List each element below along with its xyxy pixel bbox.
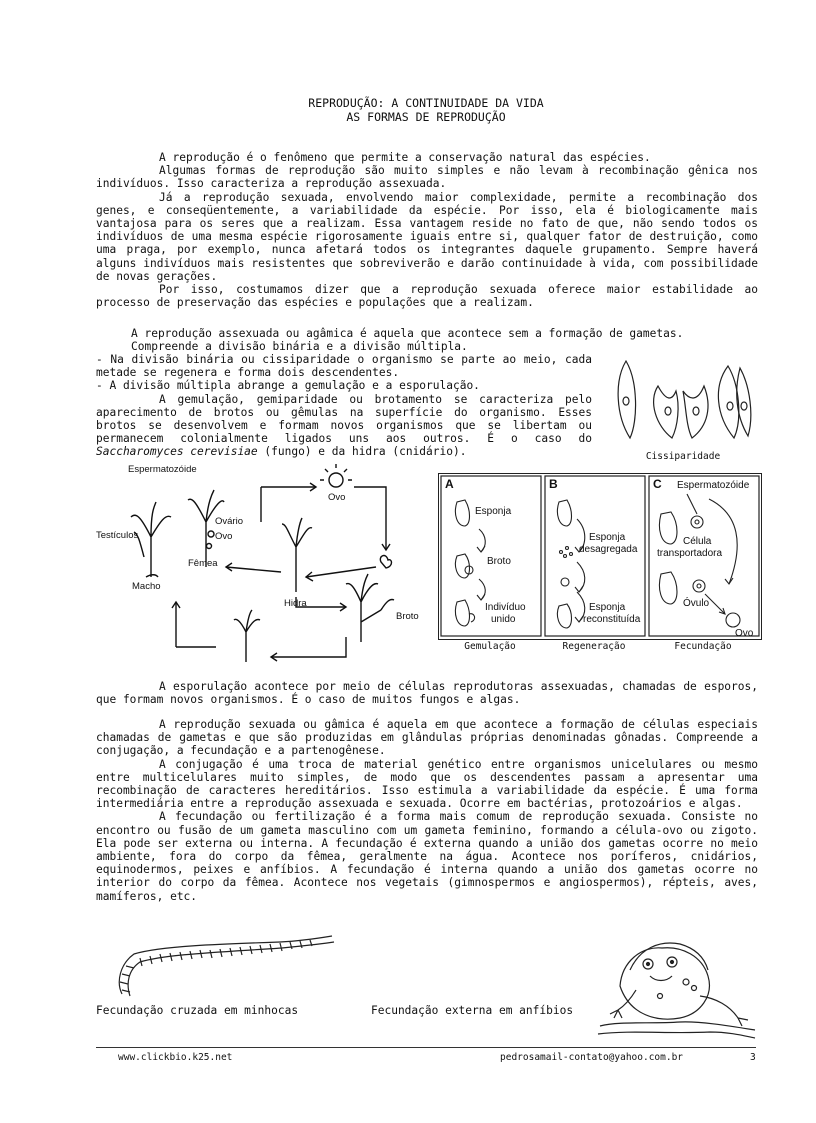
label-ovulo: Óvulo [683, 598, 710, 609]
label-esponja-a: Esponja [475, 506, 512, 517]
frog-illustration [590, 926, 760, 1041]
footer-divider [96, 1047, 756, 1048]
label-espermatozoide: Espermatozóide [128, 464, 197, 475]
esporulacao-section [96, 680, 758, 706]
sexual-paragraph-3: A fecundação ou fertilização é a forma mais comum de reprodução sexuada. Consiste no encontro ou fusão de um gameta masculino com um gameta feminino, formando a célula-ovo ou zigoto. Ela pode ser externa ou interna. A fecundação é externa quando a união dos gametas ocorre no meio ambiente, fora do corpo da fêmea, geralmente na água. Acontece nos poríferos, cnidários, equinodermos, peixes e anfíbios. A fecundação é interna quando a união dos gametas ocorre no interior do corpo da fêmea. Acontece nos vegetais (gimnospermos e angiospermos), répteis, aves, mamíferos, etc. [96, 810, 758, 903]
label-ovario: Ovário [215, 516, 243, 527]
esporulacao-paragraph: A esporulação acontece por meio de células reprodutoras assexuadas, chamadas de esporos, que formam novos organismos. É o caso de muitos fungos e algas. [96, 680, 758, 707]
asexual-paragraph-2: Compreende a divisão binária e a divisão múltipla. [131, 340, 468, 354]
label-hidra: Hidra [284, 598, 307, 609]
label-femea: Fêmea [188, 558, 218, 569]
cissiparidade-illustration [608, 346, 758, 446]
hydra-cycle-diagram [96, 462, 426, 672]
caption-anfibios: Fecundação externa em anfíbios [371, 1004, 574, 1017]
cissiparidade-caption: Cissiparidade [645, 451, 721, 462]
label-reconstituida: reconstituída [583, 614, 641, 625]
intro-section [96, 151, 758, 309]
label-individuo: Indivíduo [485, 602, 526, 613]
caption-minhocas: Fecundação cruzada em minhocas [96, 1004, 299, 1017]
footer-site: www.clickbio.k25.net [118, 1052, 233, 1063]
asexual-column [96, 353, 592, 459]
panel-c-letter: C [653, 477, 662, 491]
intro-paragraph-1: A reprodução é o fenômeno que permite a conservação natural das espécies. [159, 151, 651, 164]
label-broto-a: Broto [487, 556, 511, 567]
caption-regeneracao: Regeneração [562, 641, 626, 652]
panels-drawing [439, 474, 761, 639]
gemulation-text-start: A gemulação, gemiparidade ou brotamento se caracteriza pelo aparecimento de brotos ou gêmulas na superfície do organismo. Esses brotos se desenvolvem e formam novos organismos que se libertam ou permanecem colonialmente ligados uns aos outros. É o caso do [96, 392, 592, 446]
asexual-paragraph-1: A reprodução assexuada ou agâmica é aquela que acontece sem a formação de gametas. [131, 327, 684, 340]
caption-fecundacao: Fecundação [674, 641, 732, 652]
intro-paragraph-2: Algumas formas de reprodução são muito simples e não levam à recombinação gênica nos indivíduos. Isso caracteriza a reprodução assexuada. [96, 164, 758, 191]
label-celula: Célula [683, 536, 712, 547]
species-name: Saccharomyces cerevisiae [96, 445, 258, 459]
label-desagregada: desagregada [579, 544, 638, 555]
title-line-2: AS FORMAS DE REPRODUÇÃO [346, 109, 506, 124]
sexual-section [96, 718, 758, 903]
intro-paragraph-4: Por isso, costumamos dizer que a reprodução sexuada oferece maior estabilidade ao processo de preservação das espécies e populações que a realizam. [96, 283, 758, 310]
page-number: 3 [750, 1052, 756, 1063]
label-esponja-b: Esponja [589, 532, 626, 543]
footer-email: pedrosamail-contato@yahoo.com.br [500, 1052, 684, 1063]
title-line-1: REPRODUÇÃO: A CONTINUIDADE DA VIDA [308, 96, 544, 110]
label-unido: unido [491, 614, 516, 625]
label-ovo-top: Ovo [328, 492, 346, 503]
multiple-division-text: - A divisão múltipla abrange a gemulação e a esporulação. [96, 379, 480, 393]
sexual-paragraph-1: A reprodução sexuada ou gâmica é aquela em que acontece a formação de células especiais chamadas de gametas e que são produzidas em glândulas próprias denominadas gônadas. Compreende a conjugação, a fecundação e a partenogênese. [96, 718, 758, 758]
label-esponja-b2: Esponja [589, 602, 626, 613]
reproduction-panels [438, 473, 762, 640]
panel-a-letter: A [445, 477, 454, 491]
label-transportadora: transportadora [657, 548, 723, 559]
caption-gemulacao: Gemulação [464, 641, 516, 652]
sexual-paragraph-2: A conjugação é uma troca de material genético entre organismos unicelulares ou mesmo entre multicelulares muito simples, de modo que os descendentes passam a apresentar uma recombinação de caracteres hereditários. Isso estimula a variabilidade da espécie. É uma forma intermediária entre a reprodução assexuada e sexuada. Ocorre em bactérias, protozoários e algas. [96, 757, 758, 811]
label-macho: Macho [132, 581, 161, 592]
binary-division-text: - Na divisão binária ou cissiparidade o organismo se parte ao meio, cada metade se regenera e forma dois descendentes. [96, 353, 592, 380]
label-ovo-c: Ovo [735, 628, 754, 639]
label-espermatozoide-c: Espermatozóide [677, 480, 750, 491]
gemulation-text [96, 393, 592, 459]
label-ovo-female: Ovo [215, 531, 233, 542]
earthworm-illustration [100, 932, 340, 1002]
label-testiculos: Testículos [96, 530, 139, 541]
gemulation-text-end: (fungo) e da hidra (cnidário). [257, 445, 467, 459]
label-broto: Broto [396, 611, 419, 622]
panel-b-letter: B [549, 477, 558, 491]
page-title [96, 97, 756, 124]
intro-paragraph-3: Já a reprodução sexuada, envolvendo maior complexidade, permite a recombinação dos genes, e conseqüentemente, a variabilidade da espécie. Por isso, ela é biologicamente mais vantajosa para os seres que a realizam. Essa vantagem reside no fato de que, não sendo todos os indivíduos de uma mesma espécie rigorosamente iguais entre si, qualquer fator de destruição, como uma praga, por exemplo, nunca afetará todos os integrantes daquele grupamento. Sempre haverá alguns indivíduos mais resistentes que sobreviverão e darão continuidade à vida, com possibilidade de novas gerações. [96, 190, 758, 283]
